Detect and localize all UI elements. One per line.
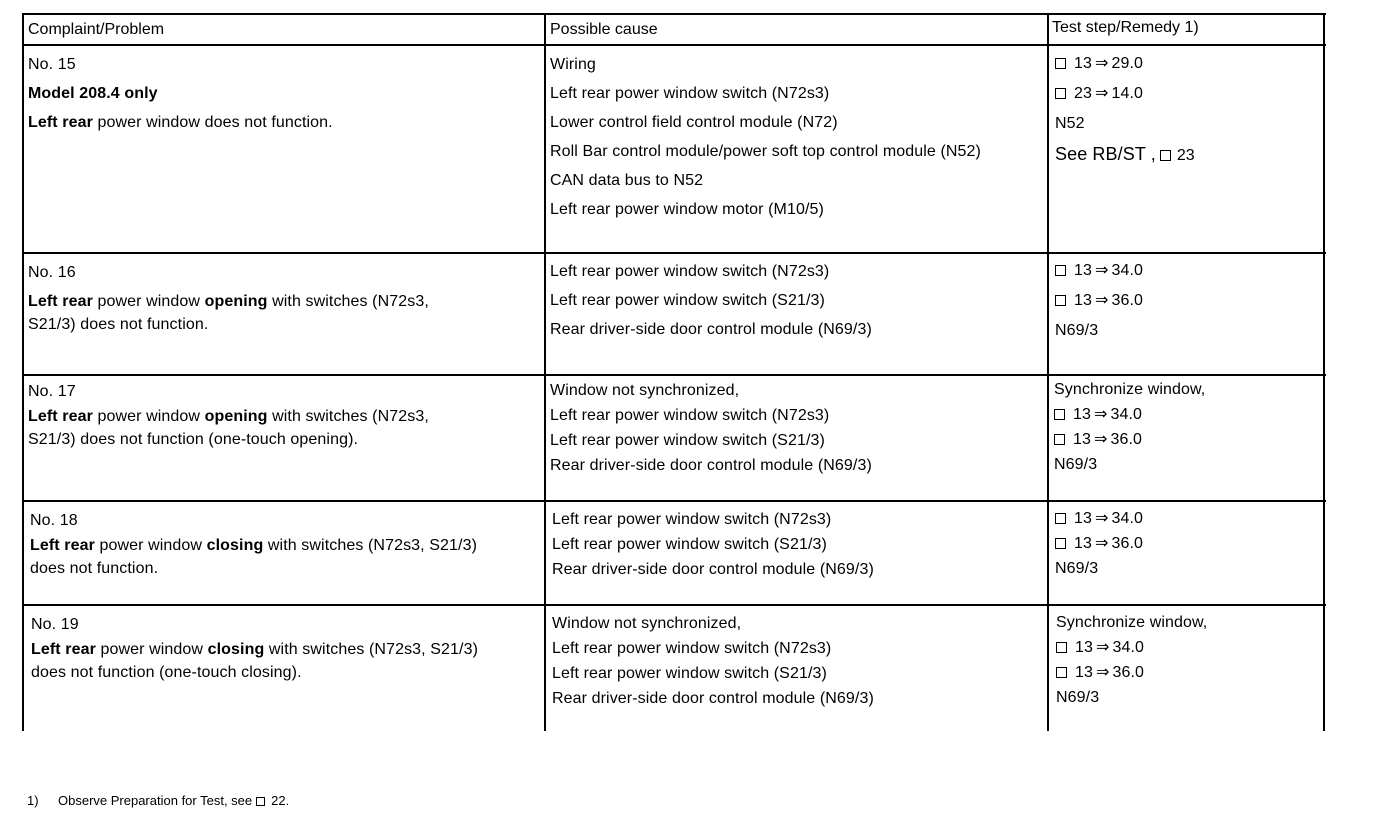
row-16-complaint: No. 16 Left rear power window opening with switches (N72s3, S21/3) does not function. xyxy=(28,261,429,336)
remedy-item: N69/3 xyxy=(1054,456,1098,473)
footnote-text: Observe Preparation for Test, see xyxy=(58,793,253,808)
header-test-step: Test step/Remedy 1) xyxy=(1052,19,1199,36)
footnote-ref: 22. xyxy=(271,793,290,808)
page-ref-icon xyxy=(1056,642,1067,653)
remedy-item: 13 ⇒ 34.0 xyxy=(1055,256,1143,286)
row-number: No. 17 xyxy=(28,383,76,400)
cause-item: Rear driver-side door control module (N69/3) xyxy=(552,561,874,578)
page-ref-icon xyxy=(1055,538,1066,549)
remedy-item: 23 ⇒ 14.0 xyxy=(1055,79,1195,109)
row-15-causes xyxy=(550,50,981,224)
cause-item: Left rear power window motor (M10/5) xyxy=(550,201,824,218)
cause-item: Left rear power window switch (N72s3) xyxy=(550,85,830,102)
row-16-causes xyxy=(550,257,872,344)
cause-item: Wiring xyxy=(550,56,596,73)
cause-item: Roll Bar control module/power soft top control module (N52) xyxy=(550,143,981,160)
row-number: No. 16 xyxy=(28,264,76,281)
diagnosis-table xyxy=(22,13,1326,735)
page-ref-icon xyxy=(1055,265,1066,276)
complaint-bold: Left rear xyxy=(28,114,93,131)
page-ref-icon xyxy=(1055,88,1066,99)
row-divider xyxy=(22,252,1326,254)
cause-item: Rear driver-side door control module (N69/3) xyxy=(550,457,872,474)
row-17-complaint: No. 17 Left rear power window opening with switches (N72s3, S21/3) does not function (one-touch opening). xyxy=(28,380,429,451)
row-19-causes xyxy=(552,611,874,711)
remedy-item: N52 xyxy=(1055,115,1085,132)
row-17-causes xyxy=(550,378,872,478)
complaint-text: power window does not function. xyxy=(92,114,333,131)
row-number: No. 18 xyxy=(30,512,78,529)
page-ref-icon xyxy=(1160,150,1171,161)
model-note: Model 208.4 only xyxy=(28,85,158,102)
row-15-complaint xyxy=(28,50,333,137)
remedy-item: N69/3 xyxy=(1055,560,1099,577)
cause-item: Left rear power window switch (S21/3) xyxy=(550,432,825,449)
row-16-remedies xyxy=(1055,256,1143,346)
footnote-number: 1) xyxy=(27,793,39,808)
header-complaint: Complaint/Problem xyxy=(28,21,165,38)
remedy-item: See RB/ST , 23 xyxy=(1055,144,1195,164)
table-border-top xyxy=(22,13,1326,15)
page-ref-icon xyxy=(1054,434,1065,445)
cause-item: Left rear power window switch (S21/3) xyxy=(552,536,827,553)
remedy-item: 13 ⇒ 36.0 xyxy=(1055,531,1143,556)
remedy-item: 13 ⇒ 34.0 xyxy=(1054,402,1205,427)
row-18-remedies xyxy=(1055,506,1143,581)
row-divider xyxy=(22,500,1326,502)
cause-item: Lower control field control module (N72) xyxy=(550,114,838,131)
cause-item: CAN data bus to N52 xyxy=(550,172,704,189)
row-divider xyxy=(22,604,1326,606)
row-18-complaint: No. 18 Left rear power window closing with switches (N72s3, S21/3) does not function. xyxy=(30,509,477,580)
remedy-item: N69/3 xyxy=(1055,322,1099,339)
header-possible-cause: Possible cause xyxy=(550,21,658,38)
cause-item: Rear driver-side door control module (N69/3) xyxy=(552,690,874,707)
row-19-remedies xyxy=(1056,610,1207,710)
page-ref-icon xyxy=(1055,295,1066,306)
cause-item: Left rear power window switch (S21/3) xyxy=(550,292,825,309)
remedy-item: 13 ⇒ 36.0 xyxy=(1054,427,1205,452)
row-number: No. 15 xyxy=(28,56,76,73)
row-18-causes xyxy=(552,507,874,582)
remedy-item: N69/3 xyxy=(1056,689,1100,706)
page-ref-icon xyxy=(256,797,265,806)
page-ref-icon xyxy=(1055,58,1066,69)
row-19-complaint: No. 19 Left rear power window closing with switches (N72s3, S21/3) does not function (one-touch closing). xyxy=(31,613,478,684)
cause-item: Left rear power window switch (S21/3) xyxy=(552,665,827,682)
cause-item: Left rear power window switch (N72s3) xyxy=(552,511,832,528)
page-ref-icon xyxy=(1055,513,1066,524)
row-17-remedies xyxy=(1054,377,1205,477)
remedy-item: 13 ⇒ 29.0 xyxy=(1055,49,1195,79)
row-15-remedies xyxy=(1055,49,1195,171)
cause-item: Left rear power window switch (N72s3) xyxy=(550,263,830,280)
remedy-item: 13 ⇒ 36.0 xyxy=(1055,286,1143,316)
remedy-item: 13 ⇒ 36.0 xyxy=(1056,660,1207,685)
remedy-item: 13 ⇒ 34.0 xyxy=(1055,506,1143,531)
header-divider xyxy=(22,44,1326,46)
cause-item: Left rear power window switch (N72s3) xyxy=(550,407,830,424)
row-divider xyxy=(22,374,1326,376)
cause-item: Left rear power window switch (N72s3) xyxy=(552,640,832,657)
footnote xyxy=(27,793,289,808)
remedy-item: 13 ⇒ 34.0 xyxy=(1056,635,1207,660)
remedy-item: Synchronize window, xyxy=(1056,614,1208,631)
page-ref-icon xyxy=(1054,409,1065,420)
cause-item: Rear driver-side door control module (N69/3) xyxy=(550,321,872,338)
cause-item: Window not synchronized, xyxy=(552,615,742,632)
cause-item: Window not synchronized, xyxy=(550,382,740,399)
page-ref-icon xyxy=(1056,667,1067,678)
row-number: No. 19 xyxy=(31,616,79,633)
remedy-item: Synchronize window, xyxy=(1054,381,1206,398)
